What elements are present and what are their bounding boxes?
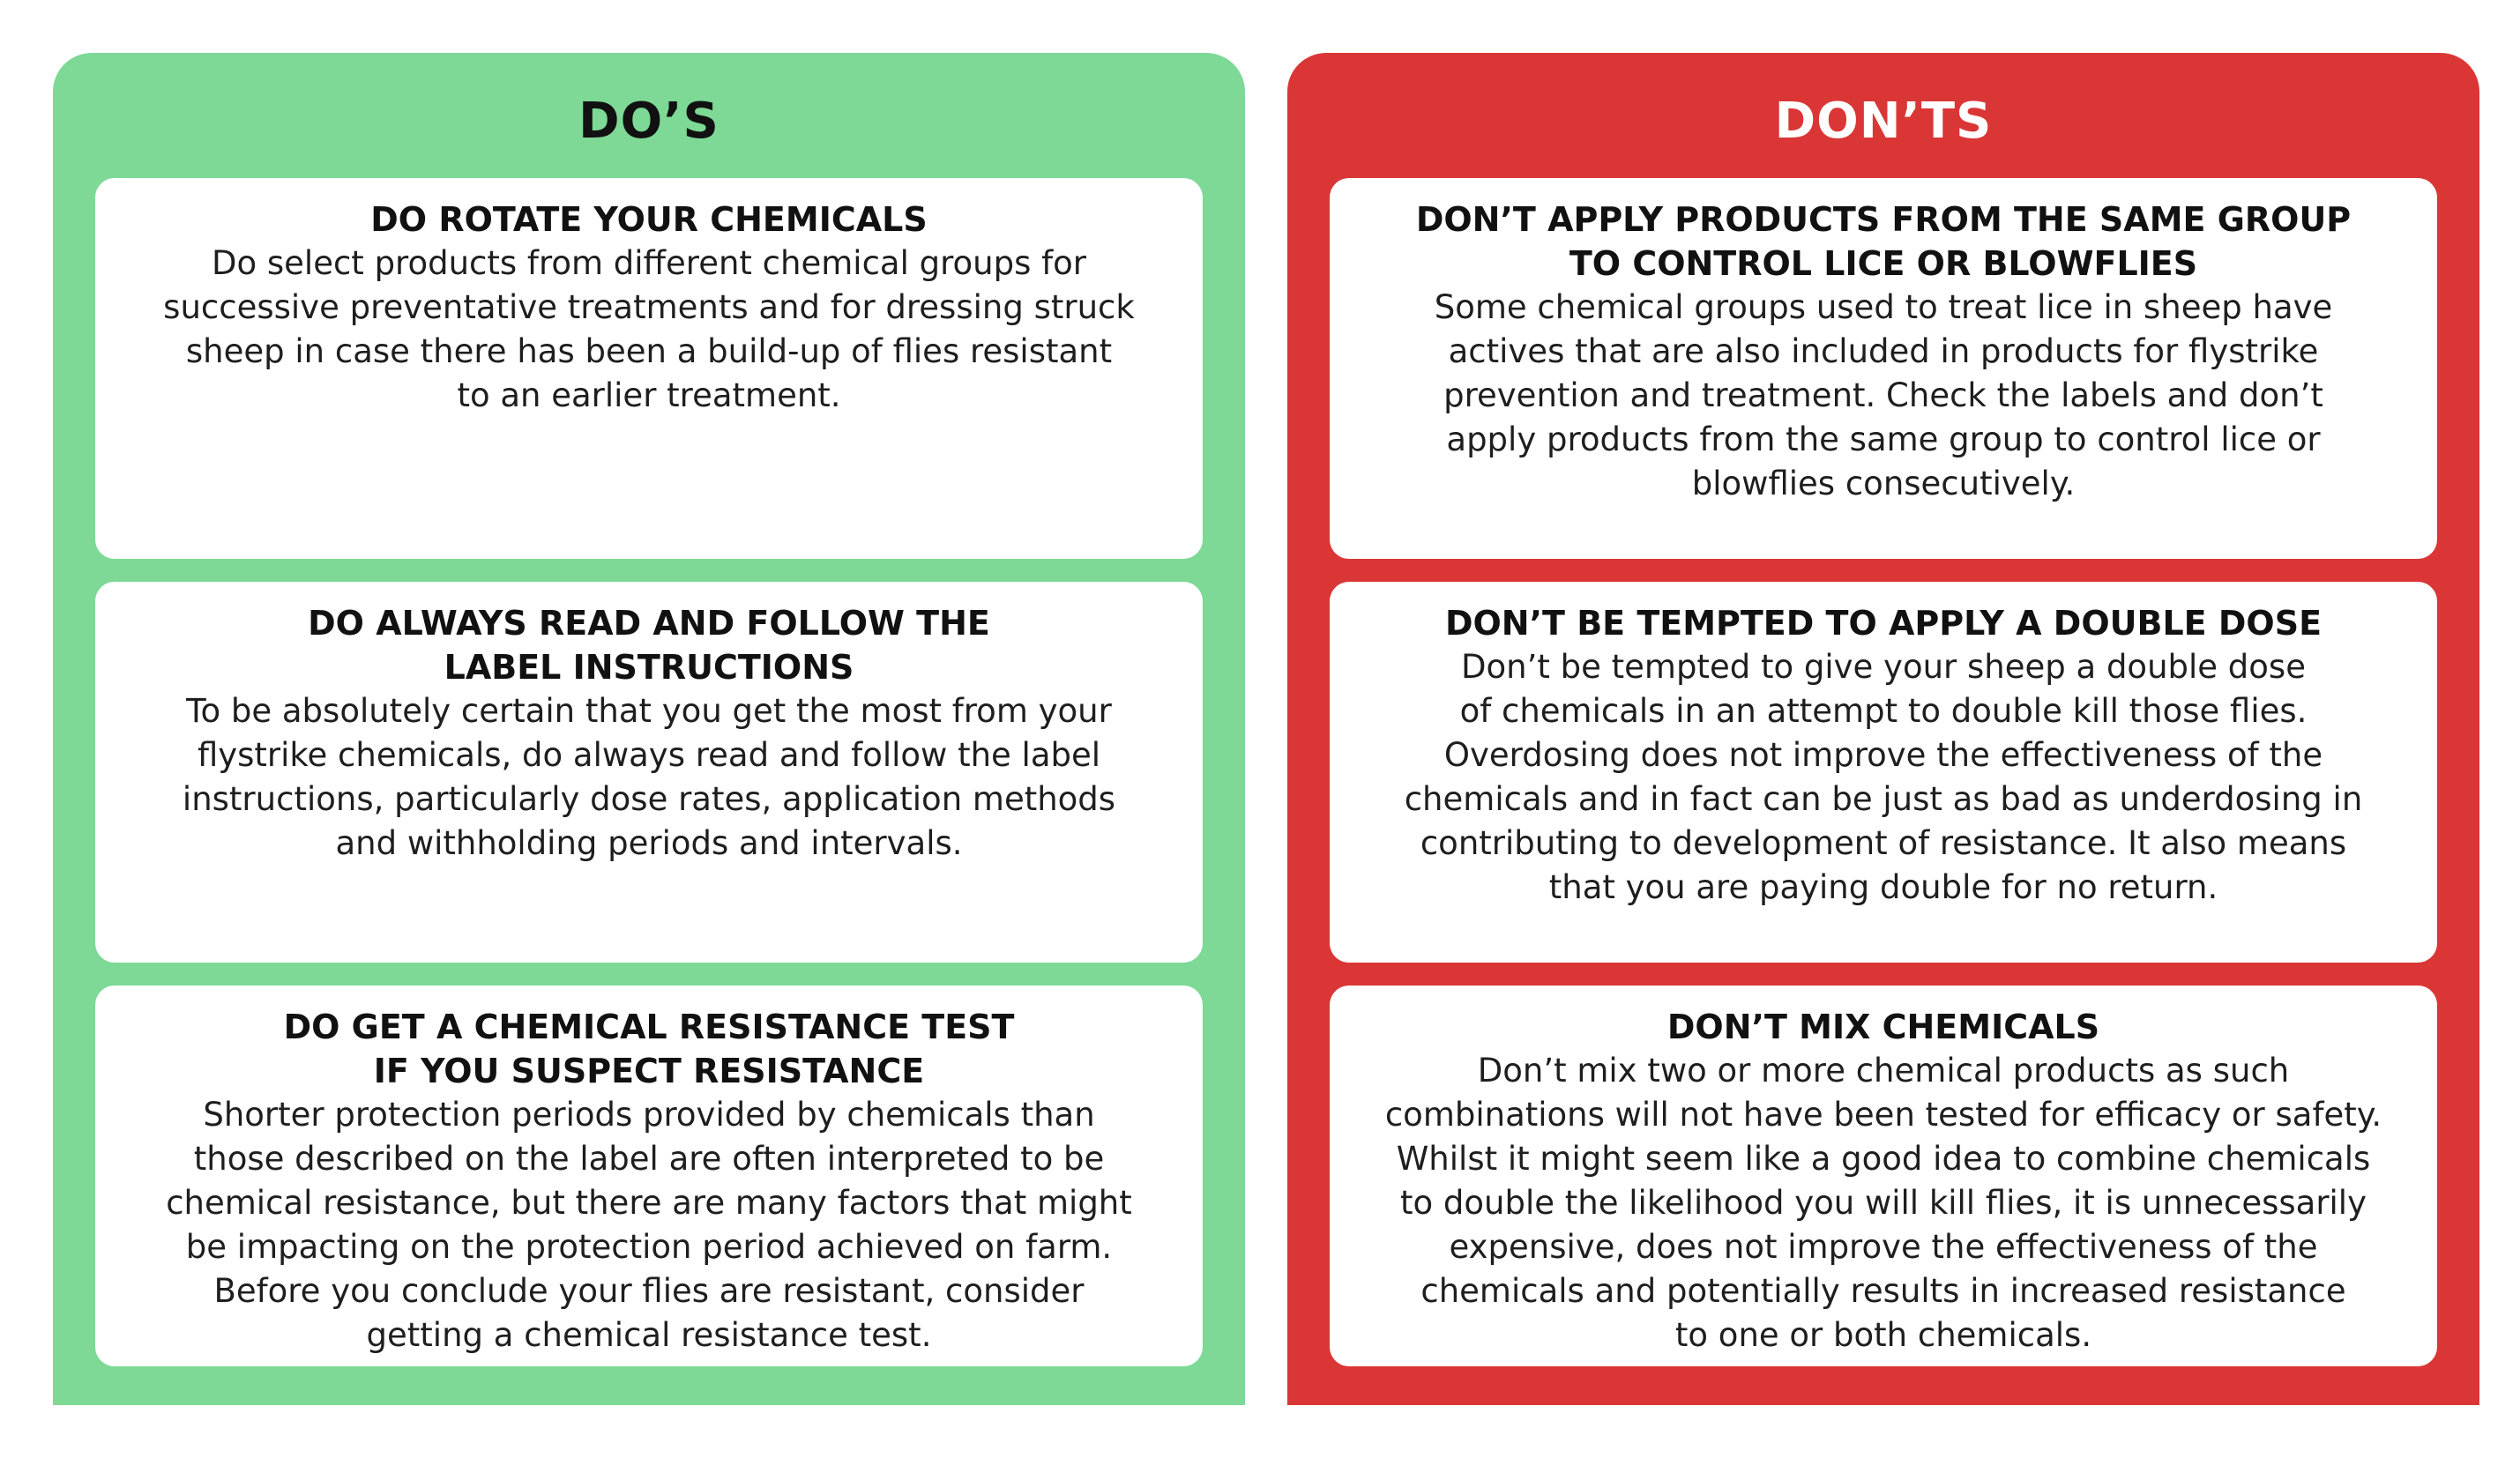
donts-card-same-group xyxy=(1330,178,2437,559)
donts-panel xyxy=(1287,53,2479,1405)
dos-card-resistance-test xyxy=(95,986,1203,1366)
card-heading: DO ROTATE YOUR CHEMICALS xyxy=(370,200,928,239)
card-heading: DO GET A CHEMICAL RESISTANCE TEST IF YOU SUSPECT RESISTANCE xyxy=(283,1008,1015,1090)
dos-panel xyxy=(53,53,1245,1405)
card-body: Don’t mix two or more chemical products as such combinations will not have been tested for efficacy or safety. Whilst it might seem like a good idea to combine chemicals to double the likelihood you will kill flies, it is unnecessarily expensive, does not improve the effectiveness of the chemicals and potentially results in increased resistance to one or both chemicals. xyxy=(1384,1052,2382,1354)
dos-title: DO’S xyxy=(578,93,719,150)
donts-card-double-dose xyxy=(1330,582,2437,963)
card-body: Shorter protection periods provided by chemicals than those described on the label are often interpreted to be chemical resistance, but there are many factors that might be impacting on the protection period achieved on farm. Before you conclude your flies are resistant, consider getting a chemical resistance test. xyxy=(166,1096,1132,1354)
donts-title: DON’TS xyxy=(1774,93,1993,150)
card-heading: DO ALWAYS READ AND FOLLOW THE LABEL INSTRUCTIONS xyxy=(308,604,990,687)
dos-card-rotate-chemicals xyxy=(95,178,1203,559)
card-body: Some chemical groups used to treat lice in sheep have actives that are also included in products for flystrike prevention and treatment. Check the labels and don’t apply products from the same group to control lice or blowflies consecutively. xyxy=(1434,288,2333,502)
dos-card-read-label xyxy=(95,582,1203,963)
card-heading: DON’T APPLY PRODUCTS FROM THE SAME GROUP TO CONTROL LICE OR BLOWFLIES xyxy=(1415,200,2352,283)
card-heading: DON’T MIX CHEMICALS xyxy=(1666,1008,2100,1046)
donts-card-mix-chemicals xyxy=(1330,986,2437,1366)
card-heading: DON’T BE TEMPTED TO APPLY A DOUBLE DOSE xyxy=(1444,604,2322,643)
card-body: Don’t be tempted to give your sheep a double dose of chemicals in an attempt to double kill those flies. Overdosing does not improve the effectiveness of the chemicals and in fact can be just as bad as underdosing in contributing to development of resistance. It also means that you are paying double for no return. xyxy=(1404,648,2363,906)
card-body: To be absolutely certain that you get the most from your flystrike chemicals, do always read and follow the label instructions, particularly dose rates, application methods and withholding periods and intervals. xyxy=(182,692,1116,862)
card-body: Do select products from different chemical groups for successive preventative treatments and for dressing struck sheep in case there has been a build-up of flies resistant to an earlier treatment. xyxy=(163,244,1135,414)
